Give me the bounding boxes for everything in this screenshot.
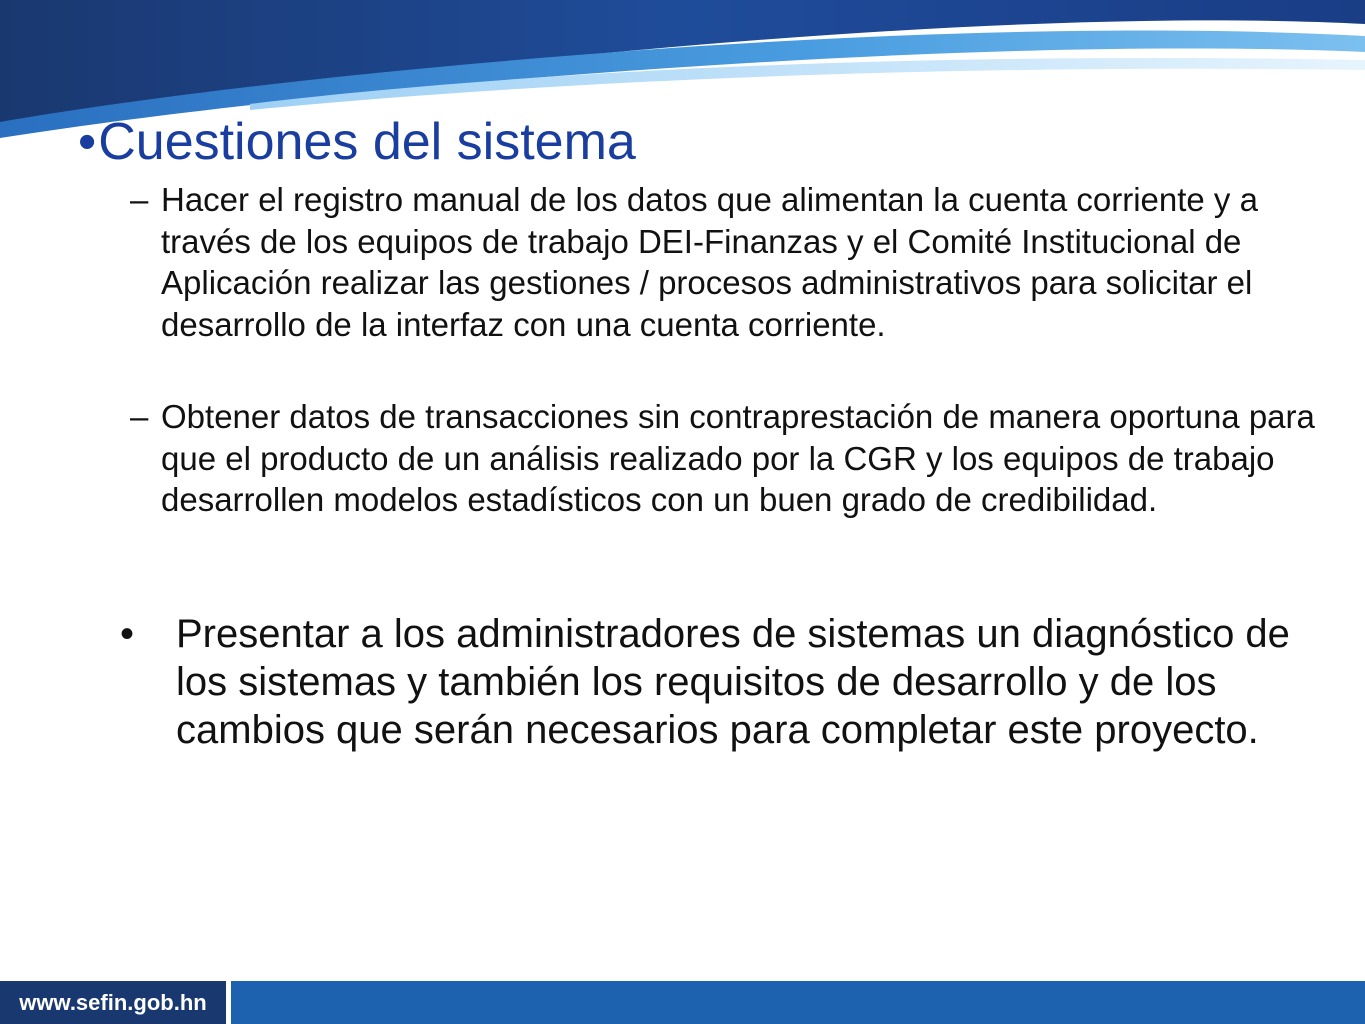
footer-bar (0, 981, 1365, 1024)
bullet-marker: • (120, 612, 135, 656)
title-text: Cuestiones del sistema (98, 113, 636, 171)
slide-title (78, 110, 636, 174)
sub-point-text: Hacer el registro manual de los datos que alimentan la cuenta corriente y a través de los equipos de trabajo DEI-Finanzas y el Comité Institucional de Aplicación realizar las gestiones / procesos administrativos para solicitar el desarrollo de la interfaz con una cuenta corriente. (161, 181, 1258, 343)
dash-marker: – (130, 181, 149, 218)
sub-point (130, 179, 1320, 345)
footer-separator (226, 981, 231, 1024)
dash-marker: – (130, 398, 149, 435)
title-bullet: • (78, 113, 97, 171)
footer-url: www.sefin.gob.hn (0, 981, 226, 1024)
sub-point (130, 396, 1320, 521)
sub-point-text: Obtener datos de transacciones sin contraprestación de manera oportuna para que el producto de un análisis realizado por la CGR y los equipos de trabajo desarrollen modelos estadísticos con un buen grado de credibilidad. (161, 398, 1315, 518)
main-bullet-text: Presentar a los administradores de sistemas un diagnóstico de los sistemas y también los requisitos de desarrollo y de los cambios que serán necesarios para completar este proyecto. (176, 612, 1290, 752)
main-bullet-point (120, 610, 1320, 754)
